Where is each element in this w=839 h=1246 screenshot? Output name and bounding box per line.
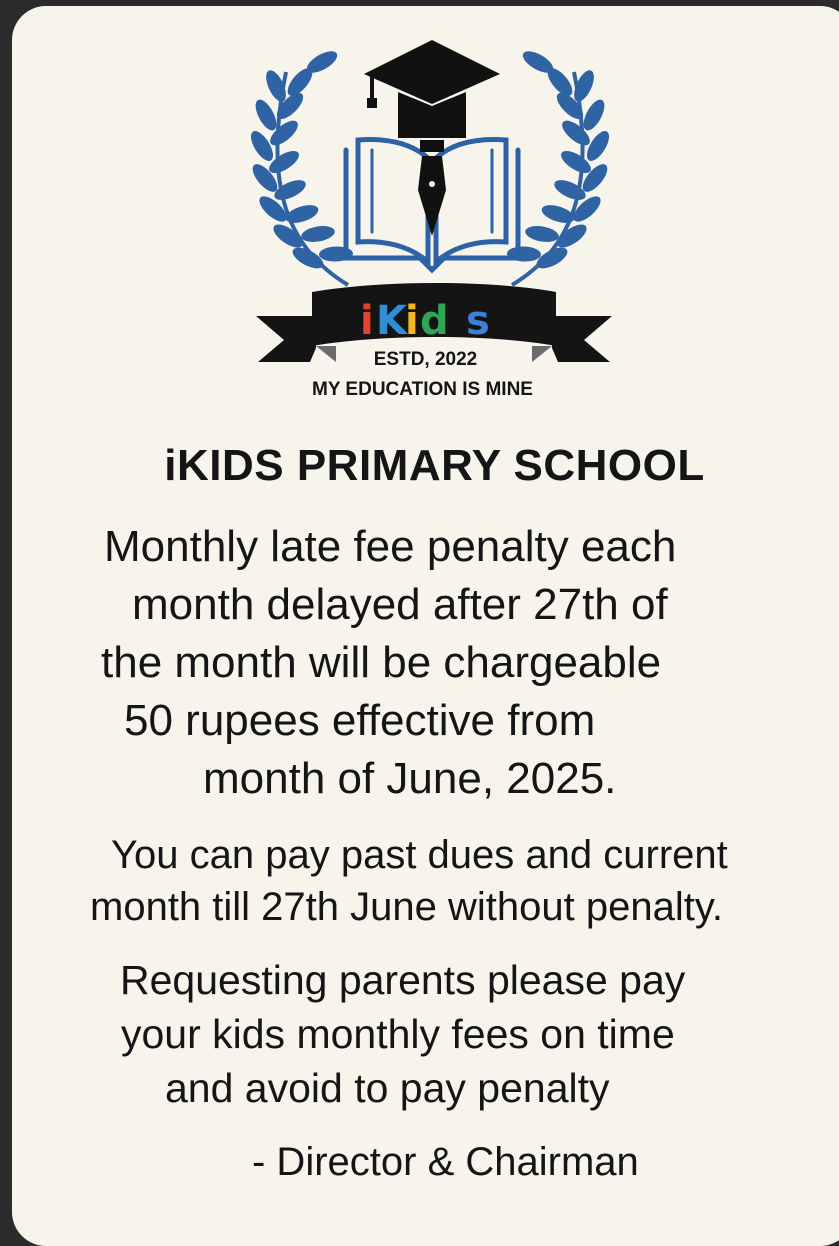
graduation-cap-icon: [364, 40, 500, 138]
request-line: Requesting parents please pay: [120, 957, 686, 1003]
brand-letter-d: d: [420, 298, 449, 344]
brand-letter-i2: i: [405, 298, 419, 344]
brand-letter-i: i: [360, 298, 374, 344]
brand-letter-s: s: [466, 298, 490, 344]
laurel-wreath-icon: [247, 47, 354, 285]
notice-line: 50 rupees effective from: [124, 696, 596, 745]
notice-line: month delayed after 27th of: [132, 580, 668, 629]
notice-line: Monthly late fee penalty each: [104, 522, 677, 571]
signature: - Director & Chairman: [252, 1140, 639, 1184]
notice-line: the month will be chargeable: [101, 638, 662, 687]
request-line: your kids monthly fees on time: [121, 1011, 675, 1057]
school-name: iKIDS PRIMARY SCHOOL: [164, 441, 705, 490]
school-motto: MY EDUCATION IS MINE: [312, 379, 533, 400]
note-line: month till 27th June without penalty.: [90, 885, 723, 929]
laurel-wreath-icon: [507, 47, 614, 285]
request-line: and avoid to pay penalty: [165, 1065, 610, 1111]
brand-letter-k: K: [376, 298, 407, 344]
established-year: ESTD, 2022: [373, 349, 478, 370]
note-line: You can pay past dues and current: [111, 833, 728, 877]
notice-line: month of June, 2025.: [203, 754, 617, 803]
